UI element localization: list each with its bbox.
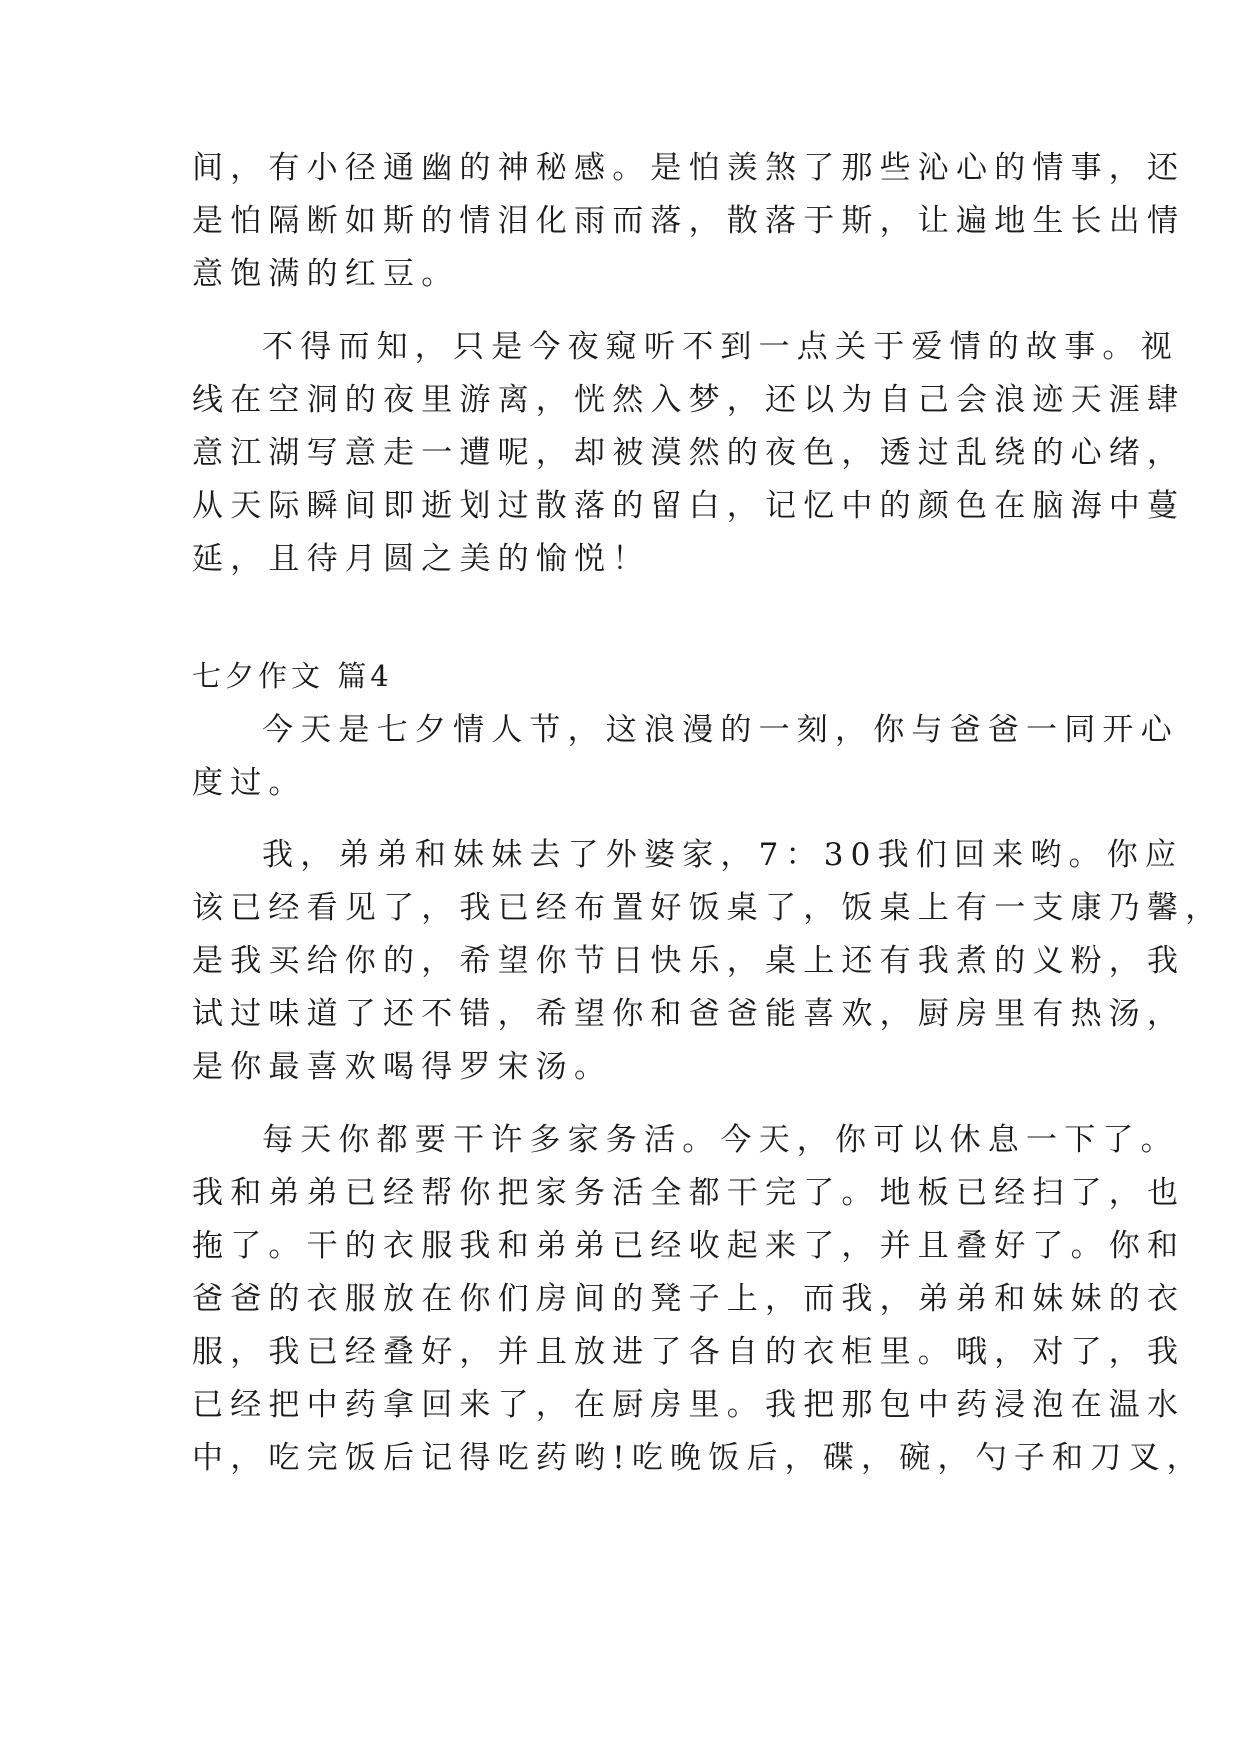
text-line: 是怕隔断如斯的情泪化雨而落，散落于斯，让遍地生长出情 (192, 203, 1186, 239)
text-line: 每天你都要干许多家务活。今天，你可以休息一下了。 (262, 1122, 1179, 1158)
text-line: 试过味道了还不错，希望你和爸爸能喜欢，厨房里有热汤， (192, 996, 1186, 1032)
text-line: 已经把中药拿回来了，在厨房里。我把那包中药浸泡在温水 (192, 1387, 1186, 1423)
text-line: 拖了。干的衣服我和弟弟已经收起来了，并且叠好了。你和 (192, 1228, 1186, 1264)
text-line: 从天际瞬间即逝划过散落的留白，记忆中的颜色在脑海中蔓 (192, 488, 1186, 524)
text-line: 意江湖写意走一遭呢，却被漠然的夜色，透过乱绕的心绪， (192, 435, 1186, 471)
text-line: 是你最喜欢喝得罗宋汤。 (192, 1049, 613, 1085)
text-line: 爸爸的衣服放在你们房间的凳子上，而我，弟弟和妹妹的衣 (192, 1281, 1186, 1317)
text-line: 服，我已经叠好，并且放进了各自的衣柜里。哦，对了，我 (192, 1334, 1186, 1370)
text-line: 不得而知，只是今夜窥听不到一点关于爱情的故事。视 (262, 329, 1179, 365)
text-line: 延，且待月圆之美的愉悦！ (192, 541, 651, 577)
text-line: 度过。 (192, 765, 307, 801)
text-line: 中，吃完饭后记得吃药哟!吃晚饭后，碟，碗，勺子和刀叉， (192, 1440, 1205, 1476)
text-line: 间，有小径通幽的神秘感。是怕羡煞了那些沁心的情事，还 (192, 150, 1186, 186)
text-line: 意饱满的红豆。 (192, 256, 460, 292)
text-line: 线在空洞的夜里游离，恍然入梦，还以为自己会浪迹天涯肆 (192, 382, 1186, 418)
text-line: 是我买给你的，希望你节日快乐，桌上还有我煮的义粉，我 (192, 943, 1186, 979)
section-heading: 七夕作文 篇4 (192, 659, 393, 693)
text-line: 我，弟弟和妹妹去了外婆家，7：30我们回来哟。你应 (262, 837, 1184, 873)
text-line: 该已经看见了，我已经布置好饭桌了，饭桌上有一支康乃馨， (192, 890, 1224, 926)
text-line: 我和弟弟已经帮你把家务活全都干完了。地板已经扫了，也 (192, 1175, 1186, 1211)
text-line: 今天是七夕情人节，这浪漫的一刻，你与爸爸一同开心 (262, 712, 1179, 748)
